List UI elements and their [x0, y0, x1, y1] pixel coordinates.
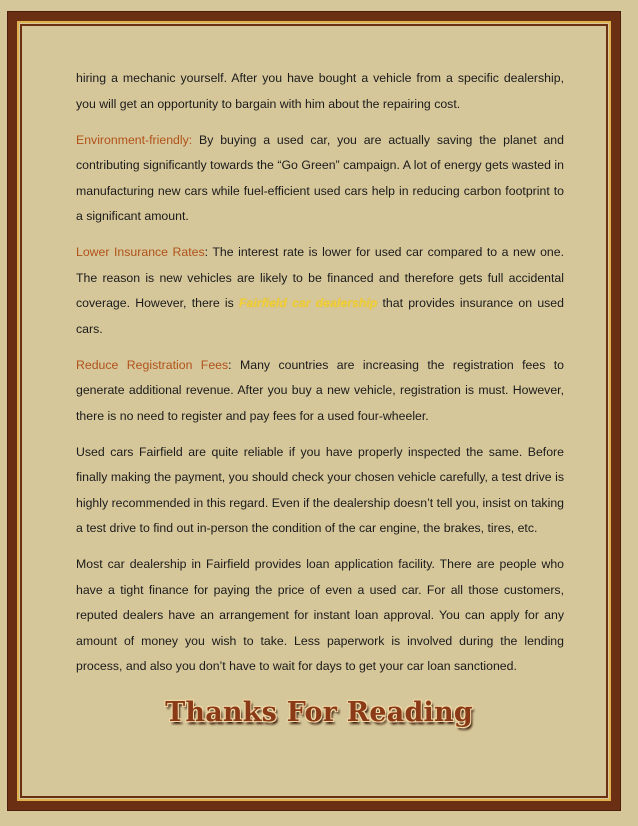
paragraph-text: The interest rate is lower for used car compared to a new one. The reason is new vehicles are likely to be financed and therefore gets full accidental coverage. However, there is [76, 245, 565, 310]
paragraph-environment [76, 128, 564, 230]
paragraph-text: Most car dealership in Fairfield provides loan application facility. There are people who have a tight finance for paying the price of even a used car. For all those customers, reputed dealers have an arrangement for instant loan approval. You can apply for any amount of money you wish to take. Less paperwork is involved during the lending process, and also you don’t have to wait for days to get your car loan sanctioned. [76, 557, 564, 673]
heading-colon: : [228, 357, 232, 372]
thanks-for-reading-banner: Thanks For Reading [165, 697, 473, 728]
paragraph-text: hiring a mechanic yourself. After you have bought a vehicle from a specific dealership, you will get an opportunity to bargain with him about the repairing cost. [76, 71, 564, 111]
paragraph-loan [76, 552, 564, 680]
paragraph-heading: Environment-friendly: [76, 132, 193, 147]
paragraph-heading: Reduce Registration Fees [76, 357, 229, 372]
paragraph-insurance [76, 240, 564, 342]
paragraph-heading: Lower Insurance Rates [76, 245, 205, 259]
dealership-link[interactable]: Fairfield car dealership [239, 296, 378, 310]
heading-colon: : [204, 245, 209, 259]
paragraph-registration [76, 353, 564, 430]
paragraph-text: Used cars Fairfield are quite reliable if you have properly inspected the same. Before finally making the payment, you should check your chosen vehicle carefully, a test drive is highly recommended in this regard. Even if the dealership doesn’t tell you, insist on taking a test drive to find out in-person the condition of the car engine, the brakes, tires, etc. [76, 444, 564, 535]
paragraph-text: By buying a used car, you are actually saving the planet and contributing significantly towards the “Go Green” campaign. A lot of energy gets wasted in manufacturing new cars while fuel-efficient used cars help in reducing carbon footprint to a significant amount. [76, 132, 564, 223]
article-body [76, 66, 564, 690]
paragraph-text: Many countries are increasing the registration fees to generate additional revenue. After you buy a new vehicle, registration is must. However, there is no need to register and pay fees for a used four-wheeler. [76, 357, 565, 423]
paragraph-mechanic [76, 66, 564, 117]
paragraph-text: that provides insurance on used cars. [76, 296, 564, 336]
paragraph-reliability [76, 440, 564, 542]
